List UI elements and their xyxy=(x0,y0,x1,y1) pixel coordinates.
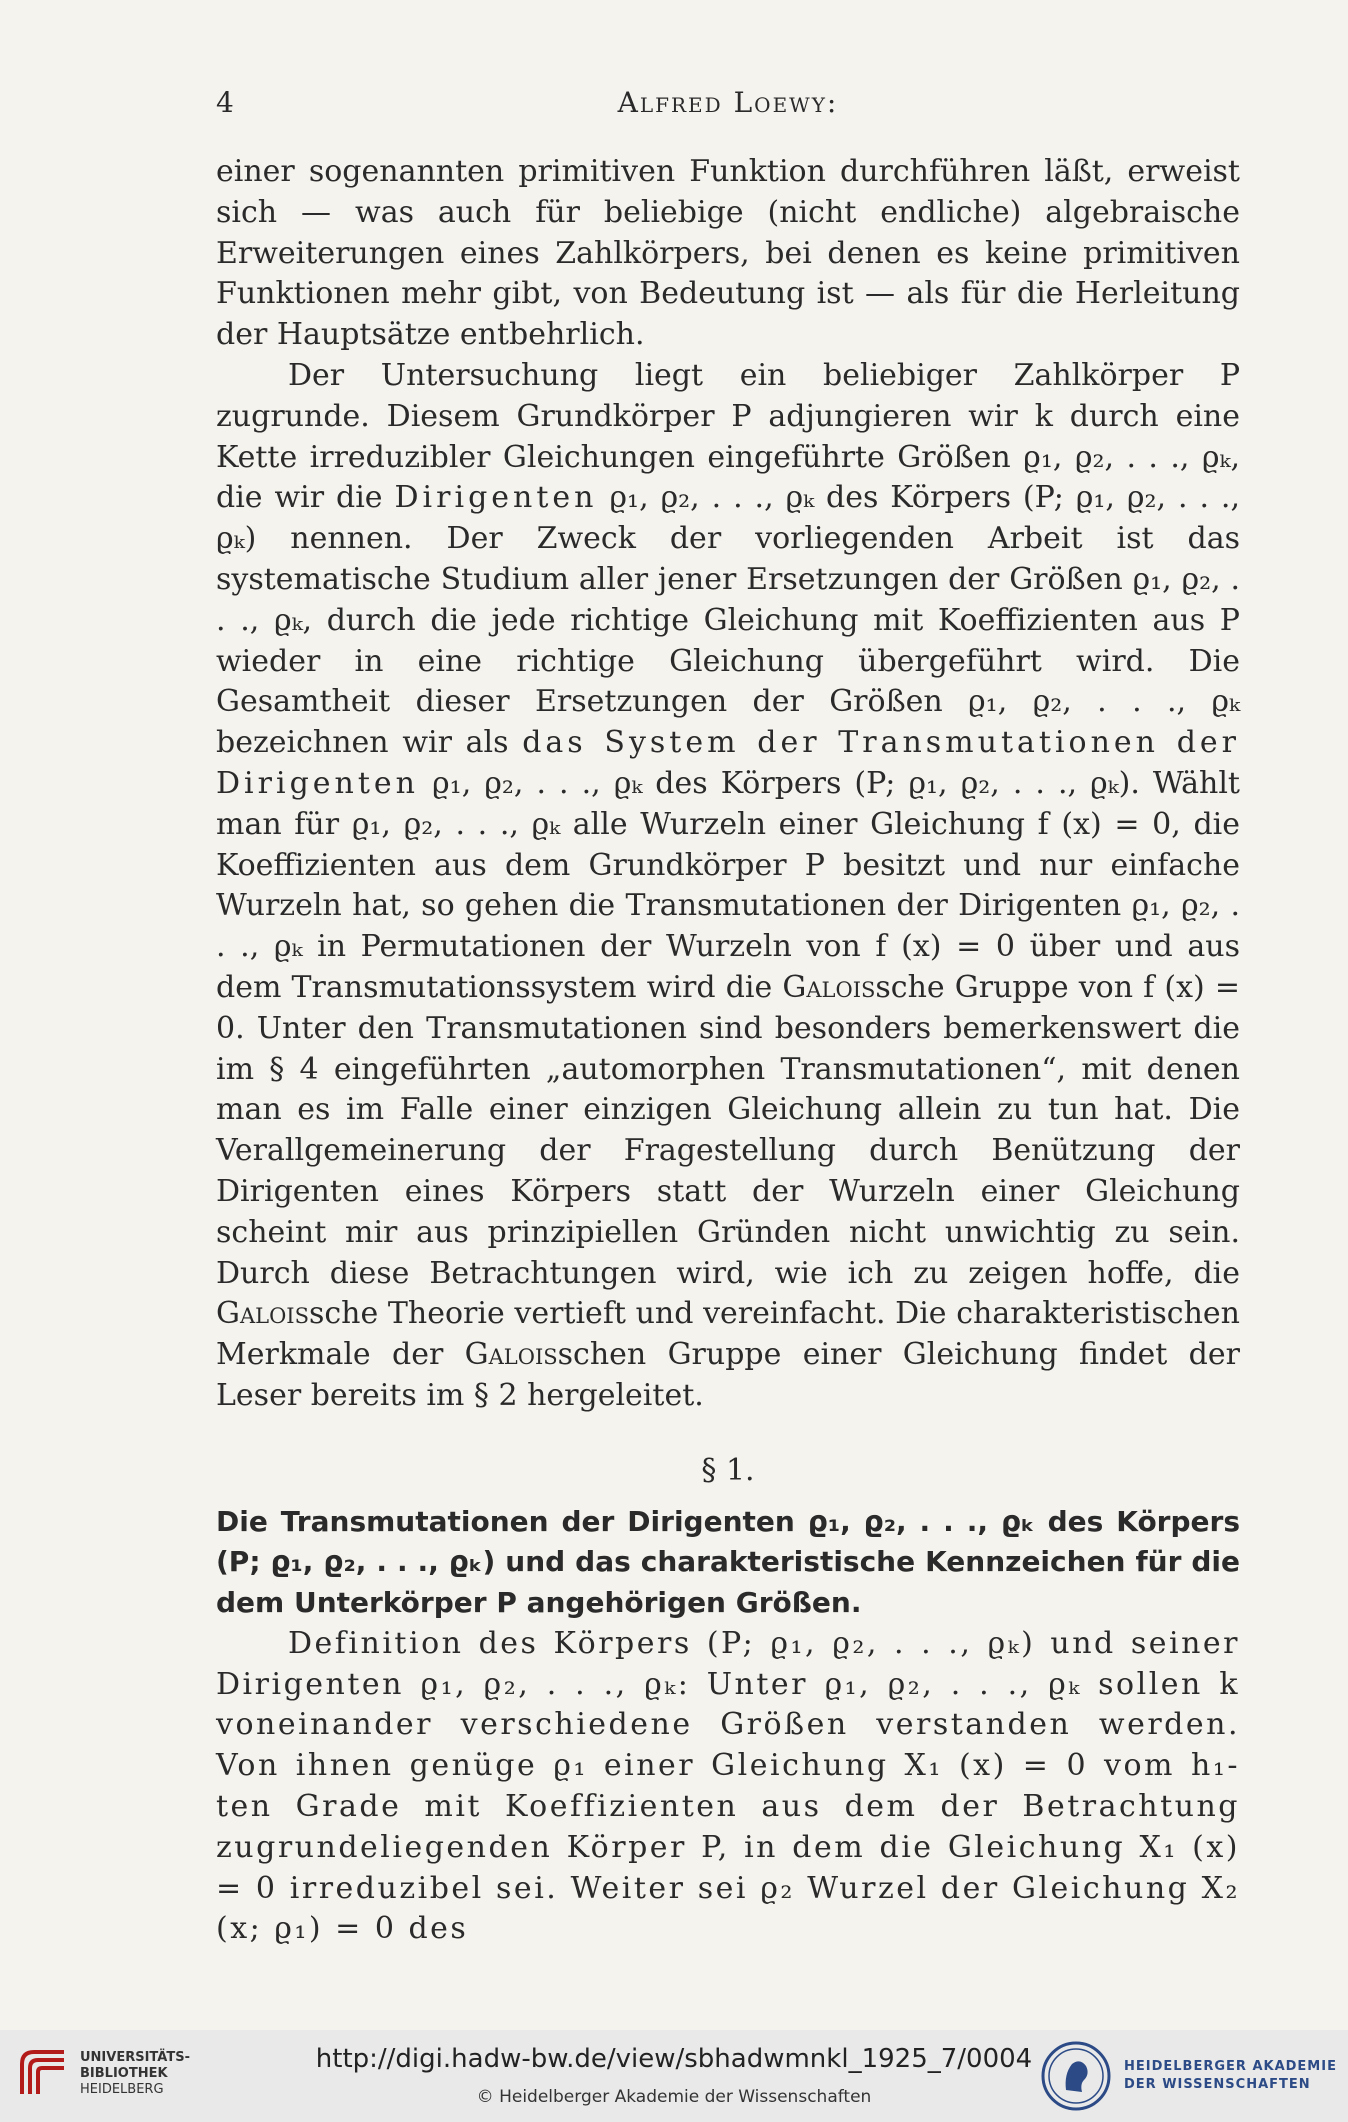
page-number: 4 xyxy=(216,86,234,119)
academy-seal-icon xyxy=(1040,2040,1112,2112)
paragraph-2-text-5: sche Theorie vertieft und vereinfacht. Die charakteristischen Merkmale der xyxy=(216,1296,1240,1373)
ub-line-2: BIBLIOTHEK xyxy=(80,2066,168,2081)
academy-name xyxy=(1124,2058,1337,2094)
paragraph-2-text-3: ϱ₁, ϱ₂, . . ., ϱₖ des Körpers (P; ϱ₁, ϱ₂, . . ., ϱₖ). Wählt man für ϱ₁, ϱ₂, . . ., ϱₖ alle Wurzeln einer Gleichung f (x) = 0, die Koeffizienten aus dem Grundkörper P besitzt und nur einfache Wurzeln hat, so gehen die Transmutationen der Dirigenten ϱ₁, ϱ₂, . . ., ϱₖ in Permutationen der Wurzeln von f (x) = 0 über und aus dem Transmutationssystem wird die xyxy=(216,765,1240,1005)
section-heading: Die Transmutationen der Dirigenten ϱ₁, ϱ₂, . . ., ϱₖ des Körpers (P; ϱ₁, ϱ₂, . . ., ϱₖ) und das charakteristische Kennzeichen für die dem Unterkörper P angehörigen Größen. xyxy=(216,1504,1240,1620)
name-galois-3: Galois xyxy=(464,1337,558,1373)
hadw-line-1: HEIDELBERGER AKADEMIE xyxy=(1124,2059,1337,2074)
hadw-line-2: DER WISSENSCHAFTEN xyxy=(1124,2077,1311,2092)
document-url-link[interactable]: http://digi.hadw-bw.de/view/sbhadwmnkl_1925_7/0004 xyxy=(315,2044,1033,2074)
paragraph-2-text-1: Der Untersuchung liegt ein beliebiger Zahlkörper P zugrunde. Diesem Grundkörper P adjungieren wir k durch eine Kette irreduzibler Gleichungen eingeführte Größen ϱ₁, ϱ₂, . . ., ϱₖ, die wir die xyxy=(216,357,1240,516)
ub-line-1: UNIVERSITÄTS- xyxy=(80,2050,190,2065)
ub-line-3: HEIDELBERG xyxy=(80,2082,164,2097)
paragraph-2-text-2: ϱ₁, ϱ₂, . . ., ϱₖ des Körpers (P; ϱ₁, ϱ₂, . . ., ϱₖ) nennen. Der Zweck der vorliegenden Arbeit ist das systematische Studium aller jener Ersetzungen der Größen ϱ₁, ϱ₂, . . ., ϱₖ, durch die jede richtige Gleichung mit Koeffizienten aus P wieder in eine richtige Gleichung übergeführt wird. Die Gesamtheit dieser Ersetzungen der Größen ϱ₁, ϱ₂, . . ., ϱₖ bezeichnen wir als xyxy=(216,480,1240,761)
paragraph-3: Definition des Körpers (P; ϱ₁, ϱ₂, . . ., ϱₖ) und seiner Dirigenten ϱ₁, ϱ₂, . . ., ϱₖ: Unter ϱ₁, ϱ₂, . . ., ϱₖ sollen k voneinander verschiedene Größen verstanden werden. Von ihnen genüge ϱ₁ einer Gleichung X₁ (x) = 0 vom h₁-ten Grade mit Koeffizienten aus dem der Betrachtung zugrundeliegenden Körper P, in dem die Gleichung X₁ (x) = 0 irreduzibel sei. Weiter sei ϱ₂ Wurzel der Gleichung X₂ (x; ϱ₁) = 0 des xyxy=(216,1625,1240,1947)
paragraph-2 xyxy=(216,356,1240,1417)
paragraph-2-text-6: schen Gruppe einer Gleichung findet der Leser bereits im § 2 hergeleitet. xyxy=(216,1337,1240,1413)
footer-bar xyxy=(0,2030,1348,2122)
term-dirigenten: Dirigenten xyxy=(394,480,598,516)
copyright-notice: © Heidelberger Akademie der Wissenschaften xyxy=(476,2087,872,2107)
paragraph-1: einer sogenannten primitiven Funktion durchführen läßt, erweist sich — was auch für beliebige (nicht endliche) algebraische Erweiterungen eines Zahlkörpers, bei denen es keine primitiven Funktionen mehr gibt, von Bedeutung ist — als für die Herleitung der Hauptsätze entbehrlich. xyxy=(216,154,1240,353)
name-galois-2: Galois xyxy=(216,1296,309,1332)
term-system-der-transmutationen: das System der Transmutationen der Dirigenten xyxy=(216,725,1240,801)
running-head xyxy=(216,86,1240,126)
section-number: § 1. xyxy=(701,1452,755,1488)
body-text xyxy=(216,152,1240,1950)
running-head-author: Alfred Loewy: xyxy=(617,86,839,119)
name-galois-1: Galois xyxy=(782,969,876,1005)
paragraph-2-text-4: sche Gruppe von f (x) = 0. Unter den Transmutationen sind besonders bemerkenswert die im § 4 eingeführten „automorphen Transmutationen“, mit denen man es im Falle einer einzigen Gleichung allein zu tun hat. Die Verallgemeinerung der Fragestellung durch Benützung der Dirigenten eines Körpers statt der Wurzeln einer Gleichung scheint mir aus prinzipiellen Gründen nicht unwichtig zu sein. Durch diese Betrachtungen wird, wie ich zu zeigen hoffe, die xyxy=(216,969,1240,1291)
